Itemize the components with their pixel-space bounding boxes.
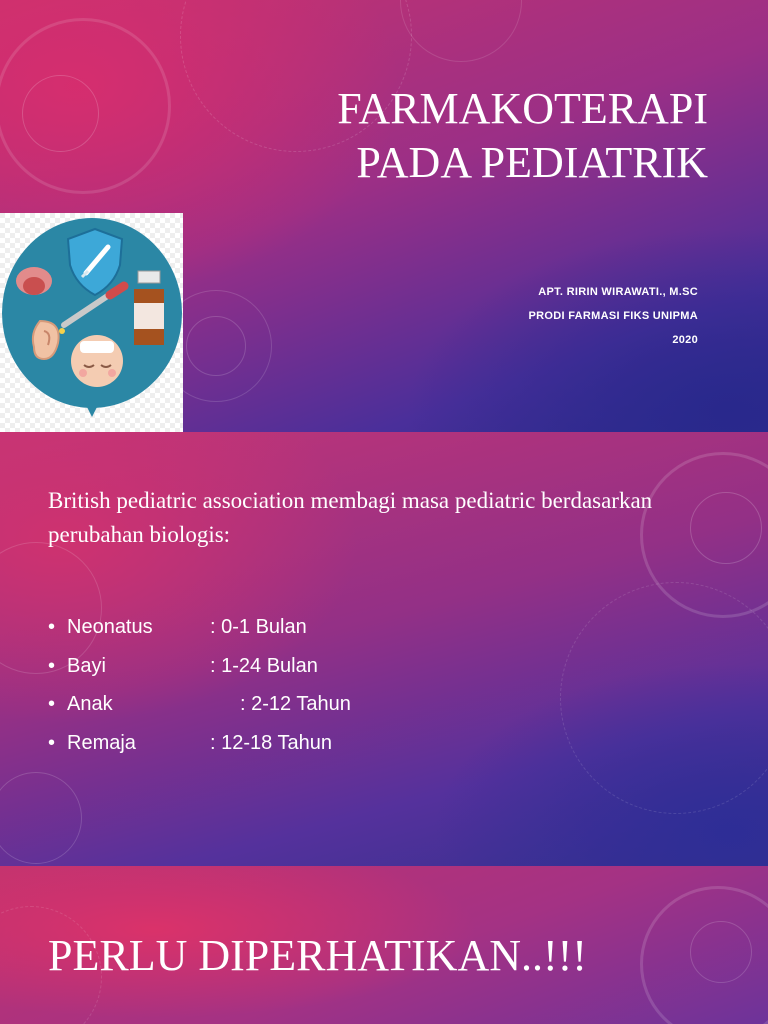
age-group-name: Neonatus [67,616,153,638]
title-line-1: FARMAKOTERAPI [337,84,708,133]
decor-ring [22,75,99,152]
presentation-title [337,82,708,190]
bullet: • [48,693,56,715]
slide-title [0,0,768,432]
slide-attention [0,866,768,1024]
decor-ring [186,316,246,376]
decor-ring [690,921,752,983]
presentation-subtitle [529,280,698,352]
age-group-name: Bayi [67,654,106,677]
slide-classification [0,432,768,866]
title-line-2: PADA PEDIATRIK [356,138,708,187]
presentation-year: 2020 [672,334,698,346]
intro-paragraph: British pediatric association membagi masa pediatric berdasarkan perubahan biologis: [48,488,653,547]
age-range: : 0-1 Bulan [210,616,307,638]
attention-title: PERLU DIPERHATIKAN..!!! [48,931,587,980]
bullet: • [48,654,56,677]
baby-face-icon [71,335,123,387]
bullet: • [48,616,56,638]
medicine-bottle-icon [134,271,164,345]
bullet: • [48,731,56,754]
tongue-icon [16,267,52,295]
decor-ring [560,582,768,814]
ear-icon [33,321,59,359]
pediatric-medicine-illustration [0,213,183,432]
author-name: APT. RIRIN WIRAWATI., M.SC [538,286,698,298]
age-range: : 2-12 Tahun [240,693,351,715]
decor-ring [400,0,522,62]
age-range: : 1-24 Bulan [210,654,318,677]
age-group-name: Remaja [67,731,136,754]
decor-ring [0,772,82,864]
institution-name: PRODI FARMASI FIKS UNIPMA [528,310,698,322]
age-range: : 12-18 Tahun [210,731,332,754]
age-group-name: Anak [67,693,113,715]
